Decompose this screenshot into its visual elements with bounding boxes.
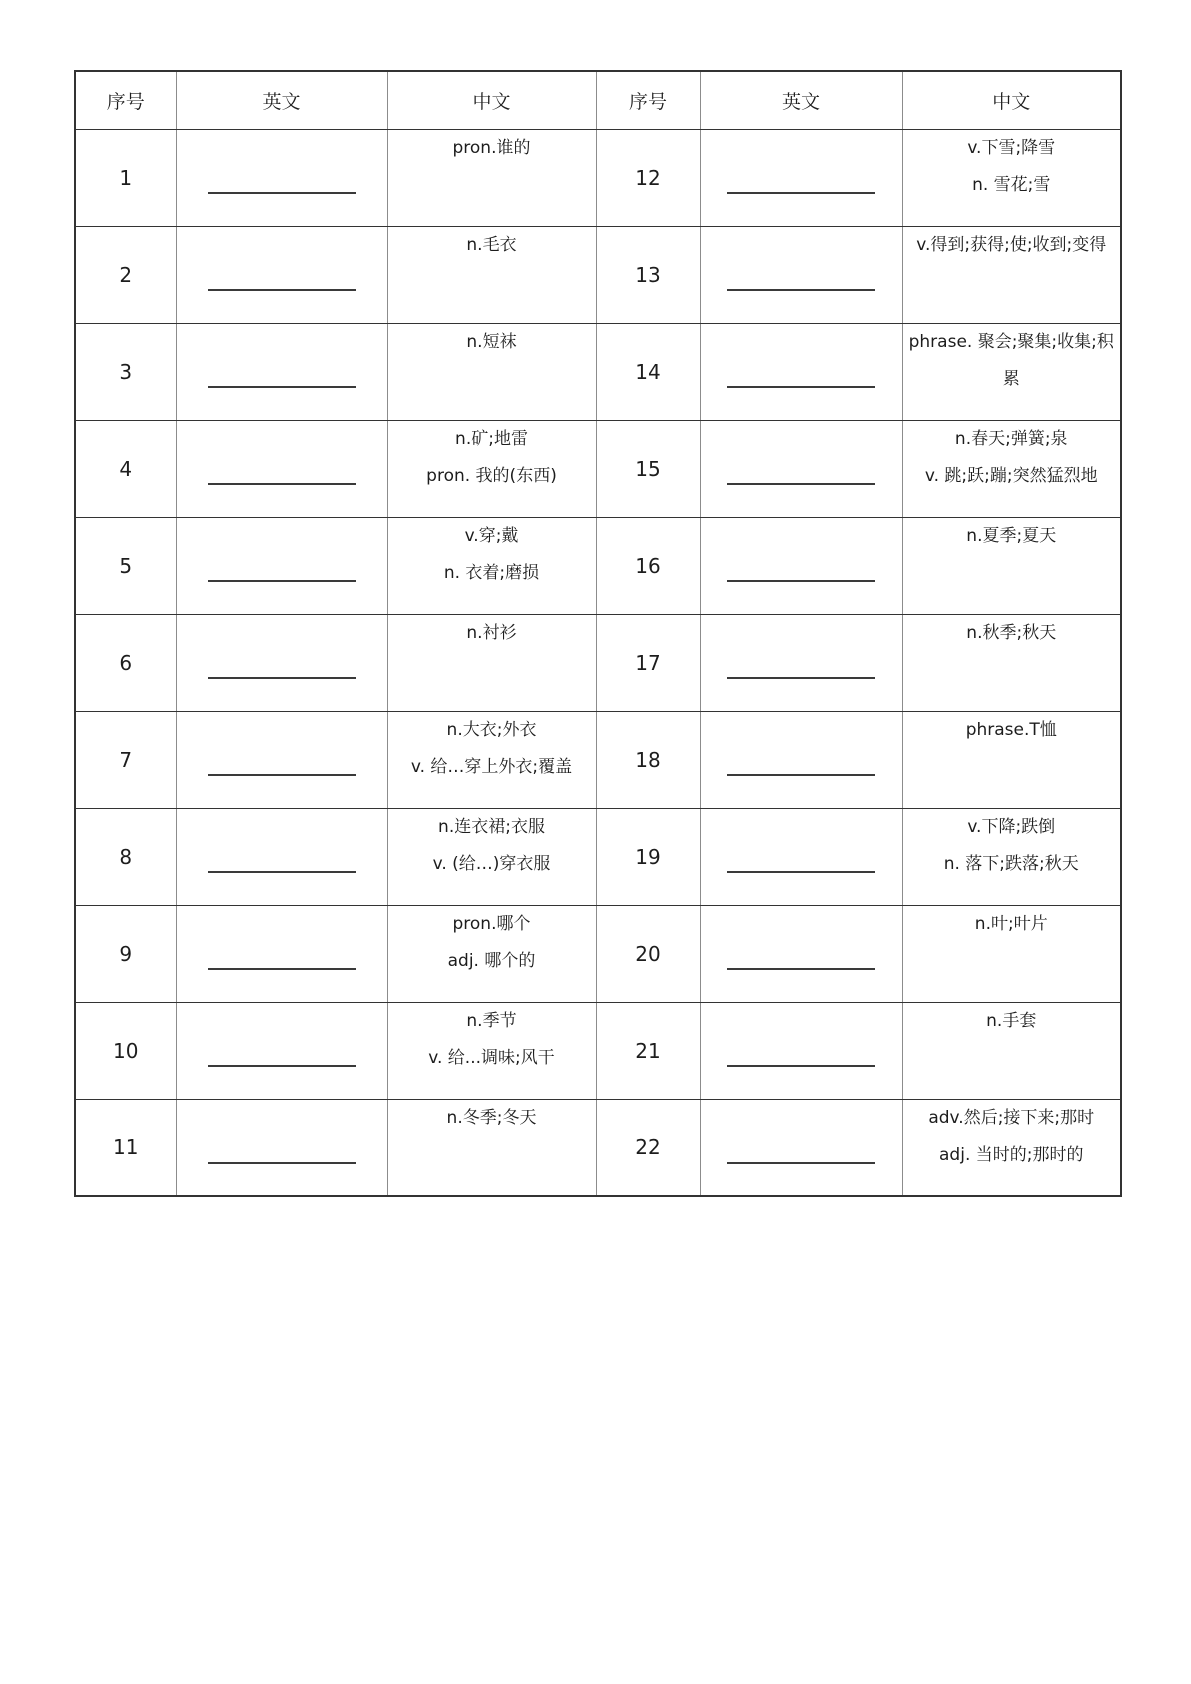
chinese-meaning-cell [387,808,596,905]
answer-blank-line [208,1065,356,1067]
answer-blank-line [727,192,875,194]
chinese-meaning-line: adj. 哪个的 [447,950,536,971]
chinese-meaning-cell [902,517,1121,614]
chinese-meaning-line: n.大衣;外衣 [446,719,537,740]
chinese-meaning-line: n. 雪花;雪 [972,174,1051,195]
chinese-meaning-line: pron.哪个 [452,913,531,934]
chinese-meaning-line: v. 给...调味;风干 [428,1047,555,1068]
header-cell-no-left: 序号 [75,71,176,129]
answer-blank-line [727,289,875,291]
row-number: 2 [75,226,176,323]
chinese-meaning-cell [902,711,1121,808]
table-header-row [75,71,1121,129]
answer-blank-line [208,289,356,291]
header-cell-chinese-right: 中文 [902,71,1121,129]
header-cell-english-left: 英文 [176,71,387,129]
chinese-meaning-line: n. 衣着;磨损 [443,562,540,583]
chinese-meaning-cell [902,323,1121,420]
table-row [75,226,1121,323]
chinese-meaning-line: pron. 我的(东西) [426,465,557,486]
answer-blank-line [727,1162,875,1164]
row-number: 14 [596,323,700,420]
table-row [75,905,1121,1002]
header-cell-no-right: 序号 [596,71,700,129]
row-number: 15 [596,420,700,517]
english-answer-cell [176,905,387,1002]
table-row [75,323,1121,420]
english-answer-cell [700,420,902,517]
chinese-meaning-cell [387,420,596,517]
row-number: 12 [596,129,700,226]
answer-blank-line [727,1065,875,1067]
row-number: 4 [75,420,176,517]
row-number: 13 [596,226,700,323]
row-number: 1 [75,129,176,226]
vocab-table [74,70,1122,1197]
answer-blank-line [727,968,875,970]
chinese-meaning-cell [902,905,1121,1002]
answer-blank-line [727,483,875,485]
answer-blank-line [208,871,356,873]
chinese-meaning-cell [387,226,596,323]
row-number: 8 [75,808,176,905]
chinese-meaning-line: n.秋季;秋天 [966,622,1057,643]
row-number: 20 [596,905,700,1002]
english-answer-cell [700,905,902,1002]
answer-blank-line [208,968,356,970]
english-answer-cell [700,226,902,323]
chinese-meaning-cell [387,1002,596,1099]
table-row [75,1099,1121,1196]
table-row [75,614,1121,711]
english-answer-cell [700,711,902,808]
english-answer-cell [700,1002,902,1099]
chinese-meaning-line: pron.谁的 [452,137,531,158]
row-number: 10 [75,1002,176,1099]
chinese-meaning-line: v.下降;跌倒 [967,816,1056,837]
row-number: 17 [596,614,700,711]
chinese-meaning-cell [387,517,596,614]
chinese-meaning-cell [387,614,596,711]
answer-blank-line [208,483,356,485]
chinese-meaning-cell [387,711,596,808]
answer-blank-line [727,677,875,679]
chinese-meaning-cell [902,420,1121,517]
row-number: 16 [596,517,700,614]
chinese-meaning-line: n.春天;弹簧;泉 [954,428,1068,449]
english-answer-cell [176,1099,387,1196]
table-row [75,420,1121,517]
answer-blank-line [727,386,875,388]
english-answer-cell [176,129,387,226]
answer-blank-line [208,580,356,582]
chinese-meaning-cell [902,614,1121,711]
chinese-meaning-line: n.冬季;冬天 [446,1107,537,1128]
english-answer-cell [176,614,387,711]
chinese-meaning-line: n.夏季;夏天 [966,525,1057,546]
chinese-meaning-cell [387,1099,596,1196]
chinese-meaning-line: n.短袜 [466,331,517,352]
english-answer-cell [176,323,387,420]
answer-blank-line [208,192,356,194]
chinese-meaning-line: phrase.T恤 [965,719,1057,740]
chinese-meaning-line: n.叶;叶片 [974,913,1048,934]
row-number: 22 [596,1099,700,1196]
chinese-meaning-cell [902,808,1121,905]
row-number: 7 [75,711,176,808]
chinese-meaning-line: v.穿;戴 [464,525,519,546]
chinese-meaning-cell [902,226,1121,323]
row-number: 3 [75,323,176,420]
english-answer-cell [176,517,387,614]
header-cell-chinese-left: 中文 [387,71,596,129]
chinese-meaning-line: v. (给…)穿衣服 [432,853,551,874]
english-answer-cell [176,808,387,905]
answer-blank-line [208,386,356,388]
chinese-meaning-line: phrase. 聚会;聚集;收集;积累 [908,331,1114,389]
row-number: 19 [596,808,700,905]
header-cell-english-right: 英文 [700,71,902,129]
english-answer-cell [700,517,902,614]
chinese-meaning-line: n. 落下;跌落;秋天 [943,853,1079,874]
table-row [75,711,1121,808]
english-answer-cell [700,1099,902,1196]
chinese-meaning-line: n.衬衫 [466,622,517,643]
chinese-meaning-line: v. 给…穿上外衣;覆盖 [410,756,573,777]
chinese-meaning-line: n.连衣裙;衣服 [438,816,545,837]
chinese-meaning-cell [902,129,1121,226]
row-number: 6 [75,614,176,711]
chinese-meaning-cell [387,323,596,420]
english-answer-cell [176,226,387,323]
chinese-meaning-line: adj. 当时的;那时的 [939,1144,1084,1165]
english-answer-cell [700,614,902,711]
chinese-meaning-line: v.得到;获得;使;收到;变得 [916,234,1107,255]
answer-blank-line [727,774,875,776]
chinese-meaning-cell [902,1002,1121,1099]
answer-blank-line [208,677,356,679]
chinese-meaning-cell [387,905,596,1002]
table-row [75,1002,1121,1099]
english-answer-cell [176,1002,387,1099]
chinese-meaning-line: n.季节 [466,1010,517,1031]
answer-blank-line [208,774,356,776]
chinese-meaning-line: n.手套 [986,1010,1037,1031]
chinese-meaning-line: v.下雪;降雪 [967,137,1056,158]
row-number: 21 [596,1002,700,1099]
chinese-meaning-line: n.毛衣 [466,234,517,255]
english-answer-cell [700,323,902,420]
row-number: 18 [596,711,700,808]
table-row [75,129,1121,226]
answer-blank-line [727,871,875,873]
english-answer-cell [176,420,387,517]
english-answer-cell [700,808,902,905]
english-answer-cell [176,711,387,808]
answer-blank-line [727,580,875,582]
table-row [75,808,1121,905]
answer-blank-line [208,1162,356,1164]
row-number: 11 [75,1099,176,1196]
row-number: 9 [75,905,176,1002]
english-answer-cell [700,129,902,226]
table-row [75,517,1121,614]
chinese-meaning-cell [387,129,596,226]
chinese-meaning-cell [902,1099,1121,1196]
chinese-meaning-line: adv.然后;接下来;那时 [928,1107,1095,1128]
row-number: 5 [75,517,176,614]
chinese-meaning-line: n.矿;地雷 [455,428,528,449]
chinese-meaning-line: v. 跳;跃;蹦;突然猛烈地 [924,465,1098,486]
